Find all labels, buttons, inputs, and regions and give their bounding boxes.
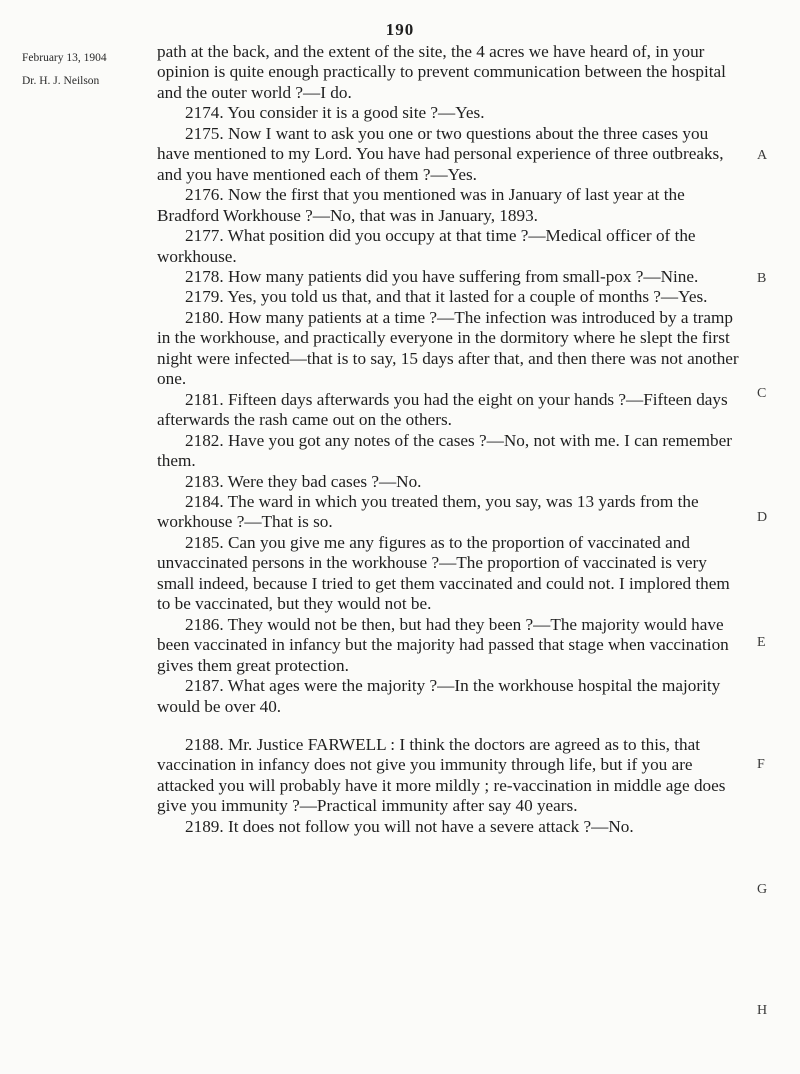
paragraph: 2174. You consider it is a good site ?—Yes.	[185, 103, 485, 123]
paragraph: 2178. How many patients did you have suffering from small-pox ?—Nine.	[185, 266, 699, 286]
section-letter-h: H	[757, 1003, 768, 1018]
paragraph: 2179. Yes, you told us that, and that it lasted for a couple of months ?—Yes.	[185, 287, 708, 307]
paragraph: 2185. Can you give me any figures as to the proportion of vaccinated and unvaccinated persons in the workhouse ?—The proportion of vaccinated is very small indeed, because I tried to get them vaccinated and could not. I implored them to be vaccinated, but they would not be.	[157, 532, 730, 614]
paragraph: 2177. What position did you occupy at that time ?—Medical officer of the workhouse.	[157, 226, 696, 266]
paragraph: 2187. What ages were the majority ?—In the workhouse hospital the majority would be over 40.	[157, 676, 721, 716]
paragraph: 2188. Mr. Justice FARWELL : I think the doctors are agreed as to this, that vaccination in infancy does not give you immunity through life, but if you are attacked you will probably have it more mildly ; re-vaccination in middle age does give you immunity ?—Practical immunity after say 40 years.	[157, 734, 726, 816]
section-letter-f: F	[757, 757, 765, 772]
paragraph: 2180. How many patients at a time ?—The infection was introduced by a tramp in the workhouse, and practically everyone in the dormitory where he slept the first night were infected—that is to say, 15 days after that, and then there was not another one.	[157, 307, 739, 389]
section-letter-c: C	[757, 386, 767, 401]
section-letter-a: A	[757, 148, 768, 163]
paragraph: 2176. Now the first that you mentioned was in January of last year at the Bradford Workhouse ?—No, that was in January, 1893.	[157, 185, 685, 225]
page-number: 190	[385, 20, 415, 39]
section-letter-b: B	[757, 271, 767, 286]
section-letter-d: D	[757, 510, 768, 525]
paragraph: 2182. Have you got any notes of the cases ?—No, not with me. I can remember them.	[157, 430, 732, 471]
paragraph: 2189. It does not follow you will not have a severe attack ?—No.	[185, 816, 634, 836]
section-letter-g: G	[757, 882, 768, 897]
paragraph: 2186. They would not be then, but had they been ?—The majority would have been vaccinated in infancy but the majority had passed that stage when vaccination gives them great protection.	[157, 614, 729, 675]
body-text	[157, 42, 740, 837]
margin-witness: Dr. H. J. Neilson	[22, 75, 100, 87]
margin-date: February 13, 1904	[22, 52, 107, 64]
section-letter-e: E	[757, 635, 766, 650]
paragraph: 2175. Now I want to ask you one or two questions about the three cases you have mentioned to my Lord. You have had personal experience of three outbreaks, and you have mentioned each of them ?—Yes.	[157, 123, 724, 184]
paragraph: path at the back, and the extent of the site, the 4 acres we have heard of, in your opinion is quite enough practically to prevent communication between the hospital and the outer world ?—I do.	[157, 42, 726, 102]
paragraph: 2184. The ward in which you treated them, you say, was 13 yards from the workhouse ?—That is so.	[157, 491, 699, 532]
paragraph: 2183. Were they bad cases ?—No.	[185, 471, 422, 491]
paragraph: 2181. Fifteen days afterwards you had the eight on your hands ?—Fifteen days afterwards the rash came out on the others.	[157, 389, 728, 430]
